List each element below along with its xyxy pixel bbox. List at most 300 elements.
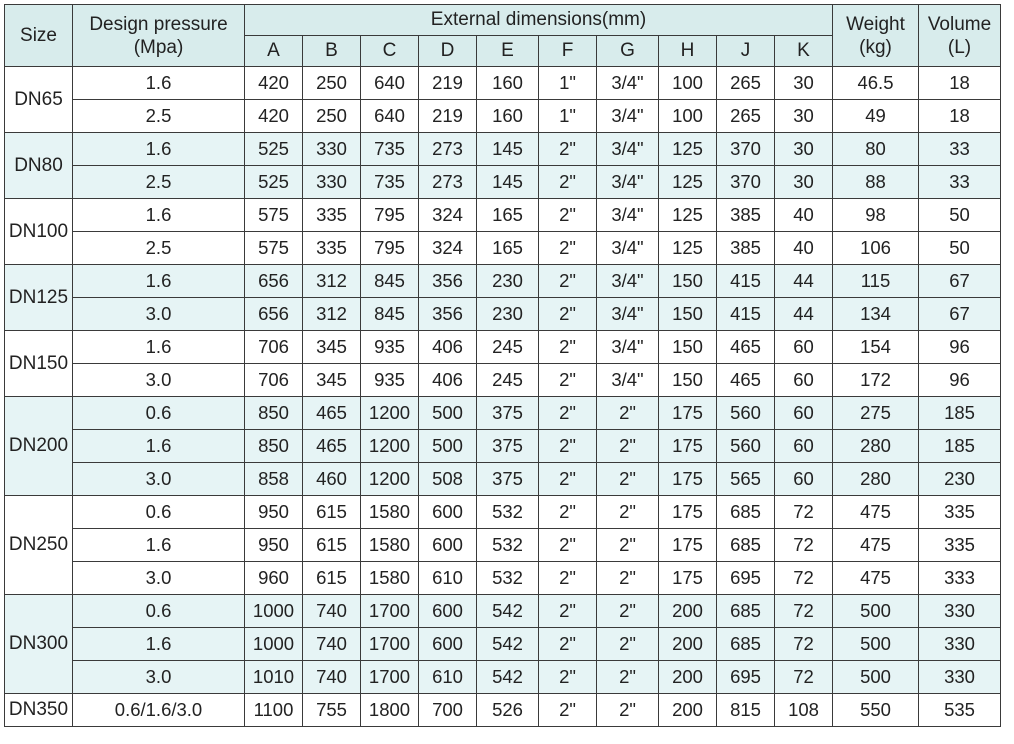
- cell-weight: 88: [833, 166, 919, 199]
- cell-dim-b: 250: [303, 100, 361, 133]
- cell-dim-k: 40: [775, 232, 833, 265]
- cell-dim-e: 542: [477, 595, 539, 628]
- cell-design-pressure: 2.5: [73, 166, 245, 199]
- cell-dim-a: 858: [245, 463, 303, 496]
- cell-dim-b: 755: [303, 694, 361, 727]
- cell-dim-h: 175: [659, 496, 717, 529]
- cell-dim-j: 685: [717, 628, 775, 661]
- cell-dim-d: 273: [419, 133, 477, 166]
- cell-dim-h: 175: [659, 397, 717, 430]
- cell-dim-f: 2": [539, 364, 597, 397]
- cell-dim-b: 312: [303, 298, 361, 331]
- cell-dim-h: 100: [659, 100, 717, 133]
- header-weight-line1: Weight: [846, 13, 905, 35]
- cell-dim-k: 60: [775, 364, 833, 397]
- cell-dim-a: 656: [245, 298, 303, 331]
- cell-dim-k: 72: [775, 562, 833, 595]
- cell-dim-c: 640: [361, 67, 419, 100]
- cell-size: DN250: [5, 496, 73, 595]
- cell-dim-d: 600: [419, 496, 477, 529]
- cell-dim-f: 2": [539, 265, 597, 298]
- cell-dim-b: 465: [303, 430, 361, 463]
- cell-design-pressure: 3.0: [73, 364, 245, 397]
- cell-volume: 185: [919, 430, 1001, 463]
- cell-dim-g: 2": [597, 529, 659, 562]
- cell-weight: 500: [833, 661, 919, 694]
- cell-dim-b: 345: [303, 364, 361, 397]
- cell-dim-h: 100: [659, 67, 717, 100]
- cell-dim-d: 600: [419, 628, 477, 661]
- cell-dim-d: 273: [419, 166, 477, 199]
- table-row: [5, 265, 1001, 298]
- cell-dim-h: 125: [659, 232, 717, 265]
- cell-dim-c: 1580: [361, 529, 419, 562]
- cell-dim-g: 3/4": [597, 67, 659, 100]
- header-dim-j: J: [717, 36, 775, 67]
- cell-weight: 280: [833, 430, 919, 463]
- cell-dim-a: 575: [245, 199, 303, 232]
- table-row: [5, 694, 1001, 727]
- header-dim-d: D: [419, 36, 477, 67]
- cell-weight: 550: [833, 694, 919, 727]
- cell-volume: 96: [919, 331, 1001, 364]
- cell-volume: 50: [919, 232, 1001, 265]
- cell-dim-j: 385: [717, 199, 775, 232]
- cell-dim-g: 3/4": [597, 298, 659, 331]
- cell-dim-b: 740: [303, 595, 361, 628]
- cell-dim-e: 526: [477, 694, 539, 727]
- table-row: [5, 232, 1001, 265]
- cell-dim-j: 685: [717, 595, 775, 628]
- cell-dim-d: 356: [419, 265, 477, 298]
- cell-dim-b: 250: [303, 67, 361, 100]
- dimension-spec-table: [4, 4, 1001, 727]
- cell-dim-k: 60: [775, 331, 833, 364]
- cell-dim-b: 615: [303, 529, 361, 562]
- cell-dim-c: 935: [361, 331, 419, 364]
- cell-dim-g: 2": [597, 661, 659, 694]
- cell-dim-k: 40: [775, 199, 833, 232]
- cell-dim-f: 2": [539, 133, 597, 166]
- cell-dim-k: 30: [775, 67, 833, 100]
- cell-dim-f: 2": [539, 232, 597, 265]
- cell-volume: 535: [919, 694, 1001, 727]
- cell-dim-j: 370: [717, 133, 775, 166]
- cell-dim-e: 532: [477, 496, 539, 529]
- cell-dim-g: 3/4": [597, 199, 659, 232]
- cell-dim-h: 175: [659, 430, 717, 463]
- cell-dim-j: 465: [717, 364, 775, 397]
- cell-dim-a: 525: [245, 166, 303, 199]
- cell-dim-c: 795: [361, 232, 419, 265]
- cell-volume: 33: [919, 166, 1001, 199]
- table-row: [5, 199, 1001, 232]
- table-row: [5, 67, 1001, 100]
- cell-dim-f: 2": [539, 463, 597, 496]
- cell-design-pressure: 0.6/1.6/3.0: [73, 694, 245, 727]
- cell-dim-g: 3/4": [597, 133, 659, 166]
- cell-dim-g: 2": [597, 496, 659, 529]
- header-weight-line2: (kg): [859, 36, 892, 58]
- cell-weight: 49: [833, 100, 919, 133]
- cell-weight: 134: [833, 298, 919, 331]
- cell-dim-k: 72: [775, 628, 833, 661]
- cell-dim-j: 815: [717, 694, 775, 727]
- cell-dim-b: 740: [303, 628, 361, 661]
- cell-design-pressure: 0.6: [73, 595, 245, 628]
- cell-design-pressure: 1.6: [73, 628, 245, 661]
- cell-design-pressure: 1.6: [73, 331, 245, 364]
- cell-dim-a: 1000: [245, 628, 303, 661]
- table-row: [5, 364, 1001, 397]
- cell-dim-h: 200: [659, 661, 717, 694]
- cell-dim-g: 2": [597, 397, 659, 430]
- table-row: [5, 100, 1001, 133]
- cell-design-pressure: 1.6: [73, 529, 245, 562]
- cell-size: DN100: [5, 199, 73, 265]
- cell-dim-j: 265: [717, 100, 775, 133]
- cell-dim-b: 465: [303, 397, 361, 430]
- cell-volume: 18: [919, 67, 1001, 100]
- cell-dim-e: 145: [477, 166, 539, 199]
- cell-volume: 335: [919, 529, 1001, 562]
- cell-size: DN80: [5, 133, 73, 199]
- cell-weight: 98: [833, 199, 919, 232]
- cell-dim-h: 175: [659, 562, 717, 595]
- header-dim-g: G: [597, 36, 659, 67]
- cell-weight: 500: [833, 628, 919, 661]
- cell-dim-c: 845: [361, 298, 419, 331]
- cell-dim-d: 610: [419, 562, 477, 595]
- cell-dim-a: 950: [245, 529, 303, 562]
- cell-volume: 335: [919, 496, 1001, 529]
- cell-dim-c: 1200: [361, 397, 419, 430]
- cell-dim-g: 2": [597, 628, 659, 661]
- cell-dim-a: 575: [245, 232, 303, 265]
- header-volume-line2: (L): [947, 36, 972, 58]
- cell-dim-f: 2": [539, 199, 597, 232]
- cell-weight: 154: [833, 331, 919, 364]
- cell-volume: 18: [919, 100, 1001, 133]
- cell-dim-e: 230: [477, 298, 539, 331]
- cell-weight: 275: [833, 397, 919, 430]
- cell-dim-e: 532: [477, 562, 539, 595]
- table-row: [5, 595, 1001, 628]
- cell-dim-c: 1700: [361, 661, 419, 694]
- cell-dim-e: 542: [477, 661, 539, 694]
- table-row: [5, 430, 1001, 463]
- cell-dim-j: 695: [717, 562, 775, 595]
- cell-dim-k: 72: [775, 595, 833, 628]
- cell-dim-d: 508: [419, 463, 477, 496]
- cell-dim-e: 165: [477, 199, 539, 232]
- cell-dim-f: 1": [539, 100, 597, 133]
- cell-dim-h: 125: [659, 133, 717, 166]
- cell-volume: 330: [919, 628, 1001, 661]
- cell-design-pressure: 3.0: [73, 661, 245, 694]
- cell-dim-c: 735: [361, 133, 419, 166]
- cell-design-pressure: 0.6: [73, 496, 245, 529]
- cell-weight: 475: [833, 496, 919, 529]
- cell-dim-e: 245: [477, 364, 539, 397]
- cell-dim-g: 2": [597, 430, 659, 463]
- header-design-pressure: [73, 5, 245, 67]
- header-dim-b: B: [303, 36, 361, 67]
- cell-dim-e: 145: [477, 133, 539, 166]
- cell-dim-b: 615: [303, 562, 361, 595]
- header-dim-f: F: [539, 36, 597, 67]
- cell-design-pressure: 1.6: [73, 133, 245, 166]
- cell-dim-d: 500: [419, 397, 477, 430]
- cell-dim-k: 30: [775, 133, 833, 166]
- table-body: [5, 67, 1001, 727]
- cell-dim-g: 3/4": [597, 232, 659, 265]
- cell-dim-c: 1700: [361, 595, 419, 628]
- cell-dim-g: 3/4": [597, 265, 659, 298]
- cell-size: DN125: [5, 265, 73, 331]
- cell-dim-h: 150: [659, 331, 717, 364]
- cell-dim-c: 935: [361, 364, 419, 397]
- cell-dim-f: 2": [539, 496, 597, 529]
- header-external-dimensions: External dimensions(mm): [245, 5, 833, 36]
- cell-volume: 67: [919, 265, 1001, 298]
- cell-dim-b: 330: [303, 166, 361, 199]
- cell-dim-a: 960: [245, 562, 303, 595]
- cell-dim-a: 850: [245, 430, 303, 463]
- header-dim-e: E: [477, 36, 539, 67]
- cell-weight: 280: [833, 463, 919, 496]
- cell-dim-d: 600: [419, 595, 477, 628]
- header-row-top: [5, 5, 1001, 36]
- cell-dim-c: 640: [361, 100, 419, 133]
- cell-dim-g: 2": [597, 463, 659, 496]
- cell-dim-a: 706: [245, 364, 303, 397]
- cell-dim-f: 2": [539, 166, 597, 199]
- cell-dim-j: 565: [717, 463, 775, 496]
- cell-dim-f: 2": [539, 430, 597, 463]
- header-size: Size: [5, 5, 73, 67]
- cell-dim-k: 30: [775, 100, 833, 133]
- header-dim-h: H: [659, 36, 717, 67]
- cell-dim-f: 2": [539, 529, 597, 562]
- cell-dim-e: 375: [477, 463, 539, 496]
- cell-dim-d: 324: [419, 199, 477, 232]
- cell-dim-b: 345: [303, 331, 361, 364]
- cell-design-pressure: 1.6: [73, 430, 245, 463]
- cell-weight: 475: [833, 529, 919, 562]
- cell-dim-j: 370: [717, 166, 775, 199]
- cell-dim-h: 150: [659, 298, 717, 331]
- cell-design-pressure: 3.0: [73, 463, 245, 496]
- cell-dim-d: 500: [419, 430, 477, 463]
- cell-dim-j: 685: [717, 496, 775, 529]
- cell-dim-c: 1200: [361, 463, 419, 496]
- cell-dim-a: 706: [245, 331, 303, 364]
- cell-weight: 172: [833, 364, 919, 397]
- cell-dim-e: 160: [477, 67, 539, 100]
- cell-volume: 330: [919, 595, 1001, 628]
- cell-dim-h: 200: [659, 595, 717, 628]
- cell-dim-d: 356: [419, 298, 477, 331]
- cell-dim-c: 795: [361, 199, 419, 232]
- cell-size: DN200: [5, 397, 73, 496]
- table-row: [5, 529, 1001, 562]
- cell-dim-g: 3/4": [597, 166, 659, 199]
- cell-dim-f: 1": [539, 67, 597, 100]
- cell-dim-g: 2": [597, 595, 659, 628]
- cell-design-pressure: 2.5: [73, 100, 245, 133]
- cell-dim-d: 700: [419, 694, 477, 727]
- cell-dim-e: 542: [477, 628, 539, 661]
- cell-weight: 115: [833, 265, 919, 298]
- cell-dim-e: 245: [477, 331, 539, 364]
- cell-weight: 500: [833, 595, 919, 628]
- cell-dim-f: 2": [539, 661, 597, 694]
- cell-dim-g: 3/4": [597, 364, 659, 397]
- cell-dim-a: 850: [245, 397, 303, 430]
- table-row: [5, 628, 1001, 661]
- header-dim-k: K: [775, 36, 833, 67]
- cell-dim-k: 60: [775, 430, 833, 463]
- cell-dim-b: 335: [303, 199, 361, 232]
- cell-dim-d: 219: [419, 100, 477, 133]
- cell-dim-j: 415: [717, 265, 775, 298]
- table-row: [5, 496, 1001, 529]
- cell-design-pressure: 2.5: [73, 232, 245, 265]
- cell-dim-f: 2": [539, 397, 597, 430]
- cell-design-pressure: 0.6: [73, 397, 245, 430]
- cell-design-pressure: 1.6: [73, 199, 245, 232]
- cell-dim-h: 175: [659, 463, 717, 496]
- table-row: [5, 166, 1001, 199]
- table-row: [5, 397, 1001, 430]
- header-design-pressure-line1: Design pressure: [89, 13, 228, 35]
- cell-dim-b: 615: [303, 496, 361, 529]
- cell-dim-k: 30: [775, 166, 833, 199]
- cell-dim-b: 330: [303, 133, 361, 166]
- header-volume-line1: Volume: [927, 13, 992, 35]
- cell-volume: 333: [919, 562, 1001, 595]
- cell-weight: 475: [833, 562, 919, 595]
- header-design-pressure-line2: (Mpa): [133, 36, 184, 58]
- cell-dim-a: 1100: [245, 694, 303, 727]
- cell-dim-f: 2": [539, 562, 597, 595]
- cell-dim-e: 375: [477, 430, 539, 463]
- cell-dim-d: 219: [419, 67, 477, 100]
- cell-dim-b: 312: [303, 265, 361, 298]
- cell-volume: 185: [919, 397, 1001, 430]
- cell-design-pressure: 3.0: [73, 562, 245, 595]
- cell-dim-a: 656: [245, 265, 303, 298]
- cell-dim-j: 465: [717, 331, 775, 364]
- cell-dim-e: 160: [477, 100, 539, 133]
- table-row: [5, 331, 1001, 364]
- cell-dim-g: 2": [597, 562, 659, 595]
- cell-dim-b: 460: [303, 463, 361, 496]
- cell-dim-f: 2": [539, 331, 597, 364]
- cell-dim-a: 1000: [245, 595, 303, 628]
- table-row: [5, 298, 1001, 331]
- cell-dim-k: 44: [775, 265, 833, 298]
- cell-dim-k: 72: [775, 496, 833, 529]
- cell-dim-e: 375: [477, 397, 539, 430]
- cell-dim-d: 406: [419, 364, 477, 397]
- cell-size: DN300: [5, 595, 73, 694]
- cell-dim-a: 1010: [245, 661, 303, 694]
- cell-dim-e: 230: [477, 265, 539, 298]
- cell-dim-d: 406: [419, 331, 477, 364]
- cell-volume: 230: [919, 463, 1001, 496]
- cell-dim-a: 950: [245, 496, 303, 529]
- cell-volume: 96: [919, 364, 1001, 397]
- cell-size: DN150: [5, 331, 73, 397]
- cell-weight: 80: [833, 133, 919, 166]
- cell-dim-d: 610: [419, 661, 477, 694]
- cell-dim-h: 125: [659, 166, 717, 199]
- cell-design-pressure: 1.6: [73, 67, 245, 100]
- cell-dim-j: 385: [717, 232, 775, 265]
- cell-dim-g: 3/4": [597, 331, 659, 364]
- cell-volume: 330: [919, 661, 1001, 694]
- table-row: [5, 661, 1001, 694]
- cell-weight: 106: [833, 232, 919, 265]
- cell-dim-c: 1580: [361, 496, 419, 529]
- cell-dim-j: 265: [717, 67, 775, 100]
- cell-dim-g: 3/4": [597, 100, 659, 133]
- cell-dim-h: 150: [659, 265, 717, 298]
- header-weight: [833, 5, 919, 67]
- cell-volume: 50: [919, 199, 1001, 232]
- cell-weight: 46.5: [833, 67, 919, 100]
- cell-dim-g: 2": [597, 694, 659, 727]
- cell-dim-k: 72: [775, 529, 833, 562]
- cell-dim-k: 60: [775, 397, 833, 430]
- table-row: [5, 133, 1001, 166]
- cell-size: DN65: [5, 67, 73, 133]
- cell-dim-f: 2": [539, 694, 597, 727]
- cell-volume: 33: [919, 133, 1001, 166]
- cell-dim-a: 420: [245, 67, 303, 100]
- cell-dim-b: 740: [303, 661, 361, 694]
- cell-dim-j: 695: [717, 661, 775, 694]
- cell-dim-c: 1700: [361, 628, 419, 661]
- cell-dim-e: 165: [477, 232, 539, 265]
- cell-dim-h: 200: [659, 628, 717, 661]
- cell-design-pressure: 1.6: [73, 265, 245, 298]
- cell-volume: 67: [919, 298, 1001, 331]
- cell-dim-k: 44: [775, 298, 833, 331]
- cell-size: DN350: [5, 694, 73, 727]
- cell-dim-h: 125: [659, 199, 717, 232]
- cell-dim-k: 72: [775, 661, 833, 694]
- cell-dim-h: 175: [659, 529, 717, 562]
- cell-dim-a: 525: [245, 133, 303, 166]
- cell-dim-d: 600: [419, 529, 477, 562]
- header-dim-a: A: [245, 36, 303, 67]
- cell-design-pressure: 3.0: [73, 298, 245, 331]
- cell-dim-k: 108: [775, 694, 833, 727]
- cell-dim-c: 1580: [361, 562, 419, 595]
- cell-dim-h: 200: [659, 694, 717, 727]
- cell-dim-f: 2": [539, 595, 597, 628]
- cell-dim-d: 324: [419, 232, 477, 265]
- table-row: [5, 562, 1001, 595]
- cell-dim-e: 532: [477, 529, 539, 562]
- cell-dim-f: 2": [539, 298, 597, 331]
- cell-dim-b: 335: [303, 232, 361, 265]
- cell-dim-h: 150: [659, 364, 717, 397]
- cell-dim-j: 415: [717, 298, 775, 331]
